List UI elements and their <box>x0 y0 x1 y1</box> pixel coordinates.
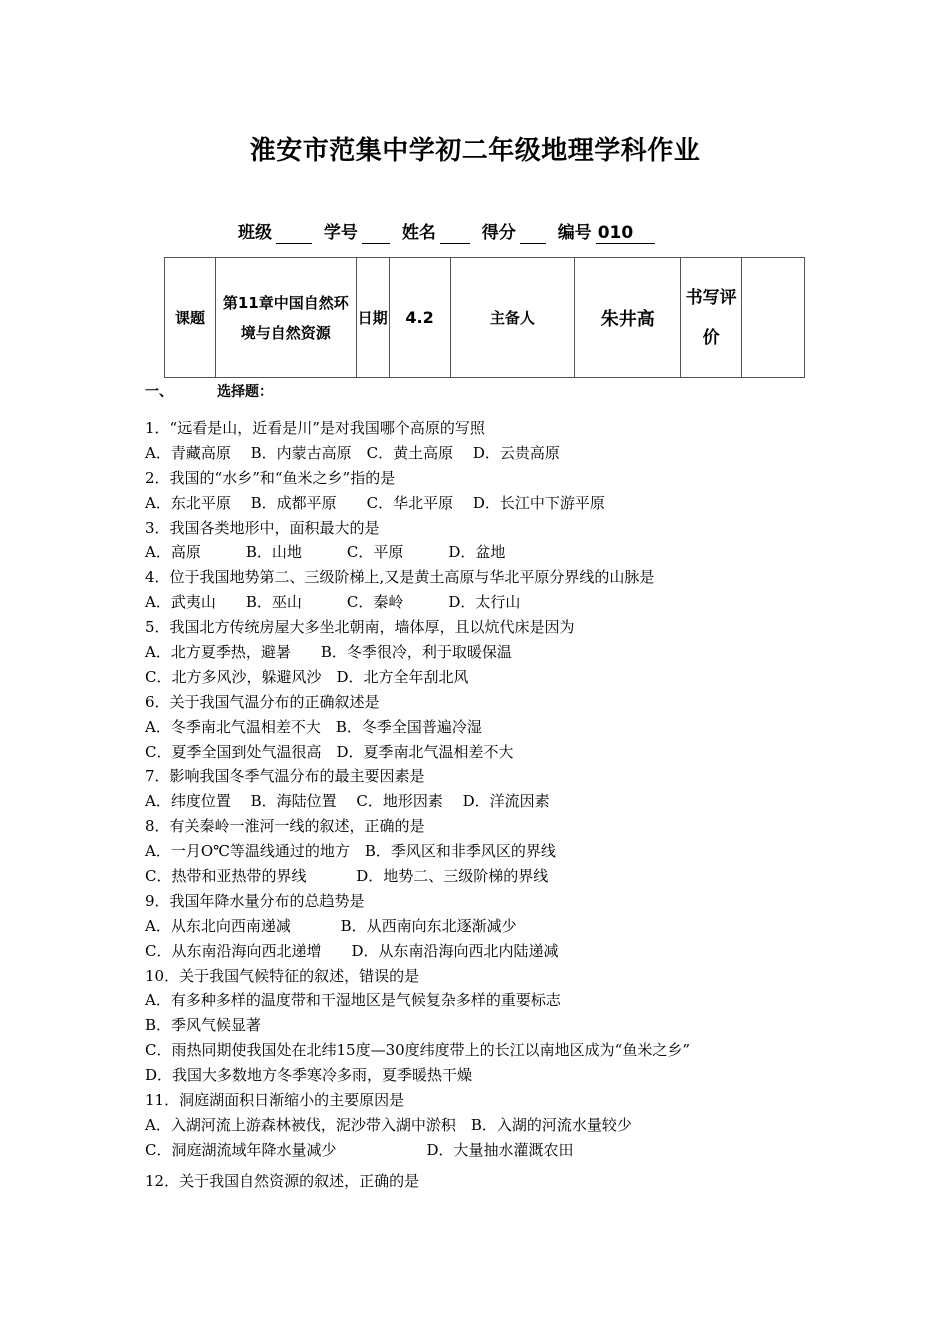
answer-option-line: A．有多种多样的温度带和干湿地区是气候复杂多样的重要标志 <box>145 991 561 1010</box>
answer-options-line: A．武夷山 B．巫山 C．秦岭 D．太行山 <box>145 593 521 612</box>
answer-option-line: B．季风气候显著 <box>145 1016 262 1035</box>
answer-options-line: A．从东北向西南递减 B．从西南向东北逐渐减少 <box>145 916 517 935</box>
student-id-label: 学号 <box>323 223 358 243</box>
section-title: 选择题： <box>217 384 273 400</box>
writing-evaluation-label: 书写评价 <box>681 258 742 378</box>
topic-value: 第11章中国自然环境与自然资源 <box>215 258 356 378</box>
answer-option-line: D．我国大多数地方冬季寒冷多雨，夏季暖热干燥 <box>145 1066 473 1085</box>
date-label: 日期 <box>356 258 389 378</box>
section-number: 一、 <box>145 384 173 400</box>
number-label: 编号 <box>557 223 592 243</box>
question-line: 1．“远看是山，近看是川”是对我国哪个高原的写照 <box>145 419 485 437</box>
class-label: 班级 <box>238 223 272 243</box>
section-heading <box>145 381 273 401</box>
header-table <box>164 257 805 378</box>
question-list <box>145 416 845 1194</box>
question-line: 8．有关秦岭一淮河一线的叙述，正确的是 <box>145 817 425 836</box>
answer-options-line: A．纬度位置 B．海陆位置 C．地形因素 D．洋流因素 <box>145 792 550 811</box>
question-line: 3．我国各类地形中，面积最大的是 <box>145 518 380 537</box>
answer-options-line: C．北方多风沙，躲避风沙 D．北方全年刮北风 <box>145 667 469 686</box>
question-line: 7．影响我国冬季气温分布的最主要因素是 <box>145 767 425 786</box>
score-label: 得分 <box>481 223 516 243</box>
answer-options-line: C．从东南沿海向西北递增 D．从东南沿海向西北内陆递减 <box>145 941 559 960</box>
score-blank[interactable] <box>520 226 546 244</box>
writing-evaluation-value[interactable] <box>742 258 805 378</box>
name-blank[interactable] <box>440 226 470 244</box>
answer-options-line: A．东北平原 B．成都平原 C．华北平原 D．长江中下游平原 <box>145 493 605 512</box>
answer-option-line: C．雨热同期使我国处在北纬15度—30度纬度带上的长江以南地区成为“鱼米之乡” <box>145 1041 690 1060</box>
answer-options-line: C．热带和亚热带的界线 D．地势二、三级阶梯的界线 <box>145 867 549 886</box>
answer-options-line: A．青藏高原 B．内蒙古高原 C．黄土高原 D．云贵高原 <box>145 443 560 462</box>
answer-options-line: A．北方夏季热，避暑 B．冬季很冷，利于取暖保温 <box>145 643 512 662</box>
number-value: 010 <box>596 223 656 244</box>
question-line: 10．关于我国气候特征的叙述，错误的是 <box>145 966 420 985</box>
answer-options-line: C．夏季全国到处气温很高 D．夏季南北气温相差不大 <box>145 742 514 761</box>
answer-options-line: A．高原 B．山地 C．平原 D．盆地 <box>145 543 506 562</box>
document-title: 淮安市范集中学初二年级地理学科作业 <box>249 136 701 166</box>
answer-options-line: A．一月O℃等温线通过的地方 B．季风区和非季风区的界线 <box>145 842 556 861</box>
question-line: 11．洞庭湖面积日渐缩小的主要原因是 <box>145 1091 405 1110</box>
topic-label: 课题 <box>165 258 216 378</box>
date-value: 4.2 <box>389 258 450 378</box>
answer-options-line: A．冬季南北气温相差不大 B．冬季全国普遍冷湿 <box>145 717 482 736</box>
author-label: 主备人 <box>450 258 575 378</box>
question-line: 12．关于我国自然资源的叙述，正确的是 <box>145 1171 420 1190</box>
class-blank[interactable] <box>276 226 312 244</box>
question-line: 9．我国年降水量分布的总趋势是 <box>145 891 365 910</box>
author-value: 朱井高 <box>575 258 681 378</box>
question-line: 4．位于我国地势第二、三级阶梯上,又是黄土高原与华北平原分界线的山脉是 <box>145 568 655 587</box>
student-info-line <box>238 218 655 244</box>
answer-options-line: A．入湖河流上游森林被伐，泥沙带入湖中淤积 B．入湖的河流水量较少 <box>145 1115 632 1134</box>
question-line: 5．我国北方传统房屋大多坐北朝南，墙体厚，且以炕代床是因为 <box>145 618 575 637</box>
answer-options-line: C．洞庭湖流域年降水量减少 D．大量抽水灌溉农田 <box>145 1140 574 1159</box>
student-id-blank[interactable] <box>362 226 390 244</box>
question-line: 2．我国的“水乡”和“鱼米之乡”指的是 <box>145 468 396 487</box>
name-label: 姓名 <box>401 223 436 243</box>
question-line: 6．关于我国气温分布的正确叙述是 <box>145 692 380 711</box>
